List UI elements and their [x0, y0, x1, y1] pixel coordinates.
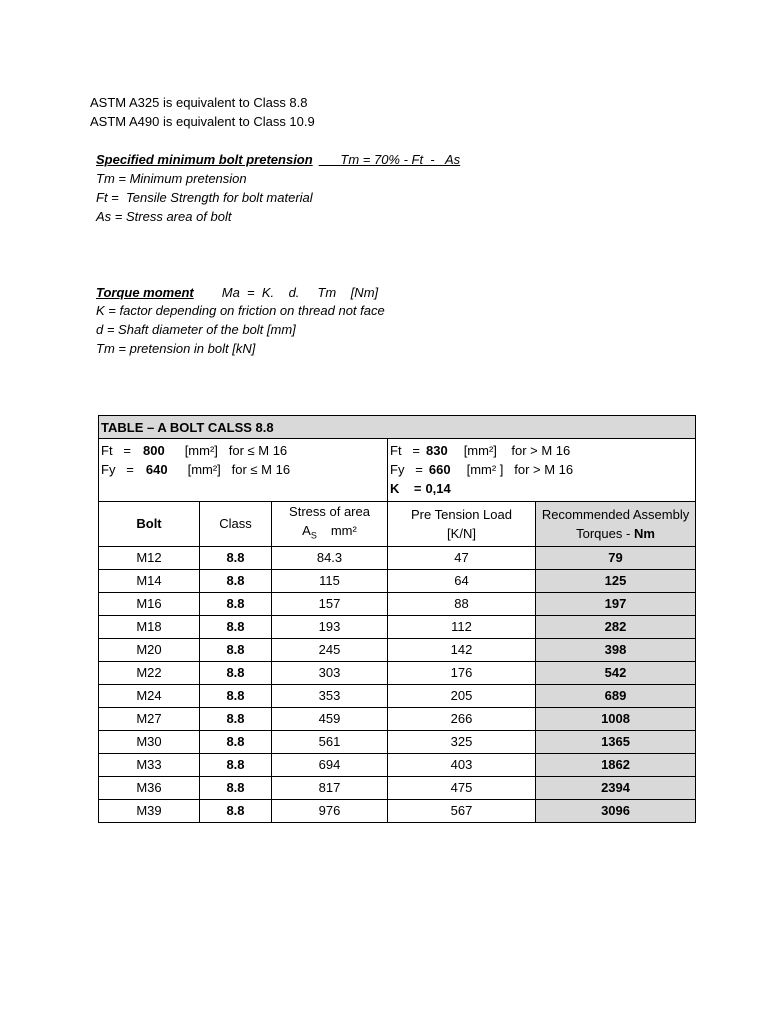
spec-right-k: K = 0,14	[390, 481, 451, 496]
cell-stress-area: 459	[272, 707, 388, 730]
pretension-def-tm: Tm = Minimum pretension	[96, 171, 247, 186]
table-title: TABLE – A BOLT CALSS 8.8	[99, 416, 696, 439]
cell-bolt: M16	[99, 592, 200, 615]
table-row	[99, 661, 696, 684]
intro-line-a325: ASTM A325 is equivalent to Class 8.8	[90, 95, 308, 110]
cell-bolt: M30	[99, 730, 200, 753]
cell-stress-area: 115	[272, 569, 388, 592]
table-row	[99, 730, 696, 753]
table-row	[99, 638, 696, 661]
cell-class: 8.8	[200, 753, 272, 776]
cell-class: 8.8	[200, 592, 272, 615]
cell-stress-area: 976	[272, 799, 388, 822]
cell-pre-tension: 88	[388, 592, 536, 615]
intro-line-a490: ASTM A490 is equivalent to Class 10.9	[90, 114, 315, 129]
table-row	[99, 592, 696, 615]
torque-def-tm: Tm = pretension in bolt [kN]	[96, 341, 256, 356]
cell-torque: 398	[536, 638, 696, 661]
cell-class: 8.8	[200, 615, 272, 638]
torque-heading-line	[96, 285, 378, 301]
cell-class: 8.8	[200, 776, 272, 799]
spec-left	[99, 439, 388, 502]
cell-bolt: M22	[99, 661, 200, 684]
cell-stress-area: 245	[272, 638, 388, 661]
cell-class: 8.8	[200, 546, 272, 569]
cell-stress-area: 817	[272, 776, 388, 799]
cell-torque: 689	[536, 684, 696, 707]
pretension-heading-line	[96, 152, 460, 168]
cell-pre-tension: 205	[388, 684, 536, 707]
cell-class: 8.8	[200, 684, 272, 707]
header-pre-tension: Pre Tension Load [K/N]	[388, 502, 536, 547]
table-row	[99, 615, 696, 638]
cell-torque: 2394	[536, 776, 696, 799]
pretension-def-ft: Ft = Tensile Strength for bolt material	[96, 190, 313, 205]
pretension-heading: Specified minimum bolt pretension	[96, 152, 313, 167]
cell-bolt: M14	[99, 569, 200, 592]
spec-right-ft: Ft = 830 [mm²] for > M 16	[390, 443, 571, 458]
cell-stress-area: 561	[272, 730, 388, 753]
cell-bolt: M33	[99, 753, 200, 776]
cell-pre-tension: 64	[388, 569, 536, 592]
torque-def-d: d = Shaft diameter of the bolt [mm]	[96, 322, 296, 337]
header-bolt: Bolt	[99, 502, 200, 547]
cell-torque: 1862	[536, 753, 696, 776]
cell-class: 8.8	[200, 730, 272, 753]
cell-class: 8.8	[200, 638, 272, 661]
cell-stress-area: 303	[272, 661, 388, 684]
cell-bolt: M20	[99, 638, 200, 661]
header-recommended-torque: Recommended Assembly Torques - Nm	[536, 502, 696, 547]
cell-class: 8.8	[200, 799, 272, 822]
torque-formula: Ma = K. d. Tm [Nm]	[221, 285, 379, 300]
cell-stress-area: 694	[272, 753, 388, 776]
table-row	[99, 799, 696, 822]
spec-left-ft: Ft = 800 [mm²] for ≤ M 16	[101, 443, 288, 458]
table-row	[99, 569, 696, 592]
pretension-formula: Tm = 70% - Ft - As	[340, 152, 461, 167]
pretension-def-as: As = Stress area of bolt	[96, 209, 232, 224]
cell-stress-area: 193	[272, 615, 388, 638]
cell-torque: 79	[536, 546, 696, 569]
cell-torque: 542	[536, 661, 696, 684]
cell-torque: 1365	[536, 730, 696, 753]
table-row	[99, 707, 696, 730]
table-row	[99, 546, 696, 569]
table-header-row	[99, 502, 696, 547]
cell-pre-tension: 266	[388, 707, 536, 730]
cell-pre-tension: 567	[388, 799, 536, 822]
header-stress-area: Stress of area $A_S$ mm²	[272, 502, 388, 547]
torque-def-k: K = factor depending on friction on thread not face	[96, 303, 385, 318]
cell-torque: 125	[536, 569, 696, 592]
cell-pre-tension: 403	[388, 753, 536, 776]
spec-right-fy: Fy = 660 [mm² ] for > M 16	[390, 462, 574, 477]
cell-class: 8.8	[200, 661, 272, 684]
cell-class: 8.8	[200, 707, 272, 730]
cell-torque: 1008	[536, 707, 696, 730]
bolt-class-table	[98, 415, 696, 823]
cell-class: 8.8	[200, 569, 272, 592]
cell-stress-area: 157	[272, 592, 388, 615]
cell-pre-tension: 176	[388, 661, 536, 684]
cell-pre-tension: 325	[388, 730, 536, 753]
spec-left-fy: Fy = 640 [mm²] for ≤ M 16	[101, 462, 291, 477]
table-row	[99, 684, 696, 707]
cell-pre-tension: 47	[388, 546, 536, 569]
cell-torque: 3096	[536, 799, 696, 822]
cell-bolt: M27	[99, 707, 200, 730]
cell-bolt: M39	[99, 799, 200, 822]
cell-pre-tension: 475	[388, 776, 536, 799]
cell-bolt: M18	[99, 615, 200, 638]
header-class: Class	[200, 502, 272, 547]
cell-stress-area: 353	[272, 684, 388, 707]
table-row	[99, 776, 696, 799]
cell-torque: 282	[536, 615, 696, 638]
cell-stress-area: 84.3	[272, 546, 388, 569]
cell-bolt: M36	[99, 776, 200, 799]
spec-right	[388, 439, 696, 502]
cell-pre-tension: 142	[388, 638, 536, 661]
cell-pre-tension: 112	[388, 615, 536, 638]
torque-heading: Torque moment	[96, 285, 194, 300]
table-row	[99, 753, 696, 776]
cell-torque: 197	[536, 592, 696, 615]
cell-bolt: M24	[99, 684, 200, 707]
cell-bolt: M12	[99, 546, 200, 569]
